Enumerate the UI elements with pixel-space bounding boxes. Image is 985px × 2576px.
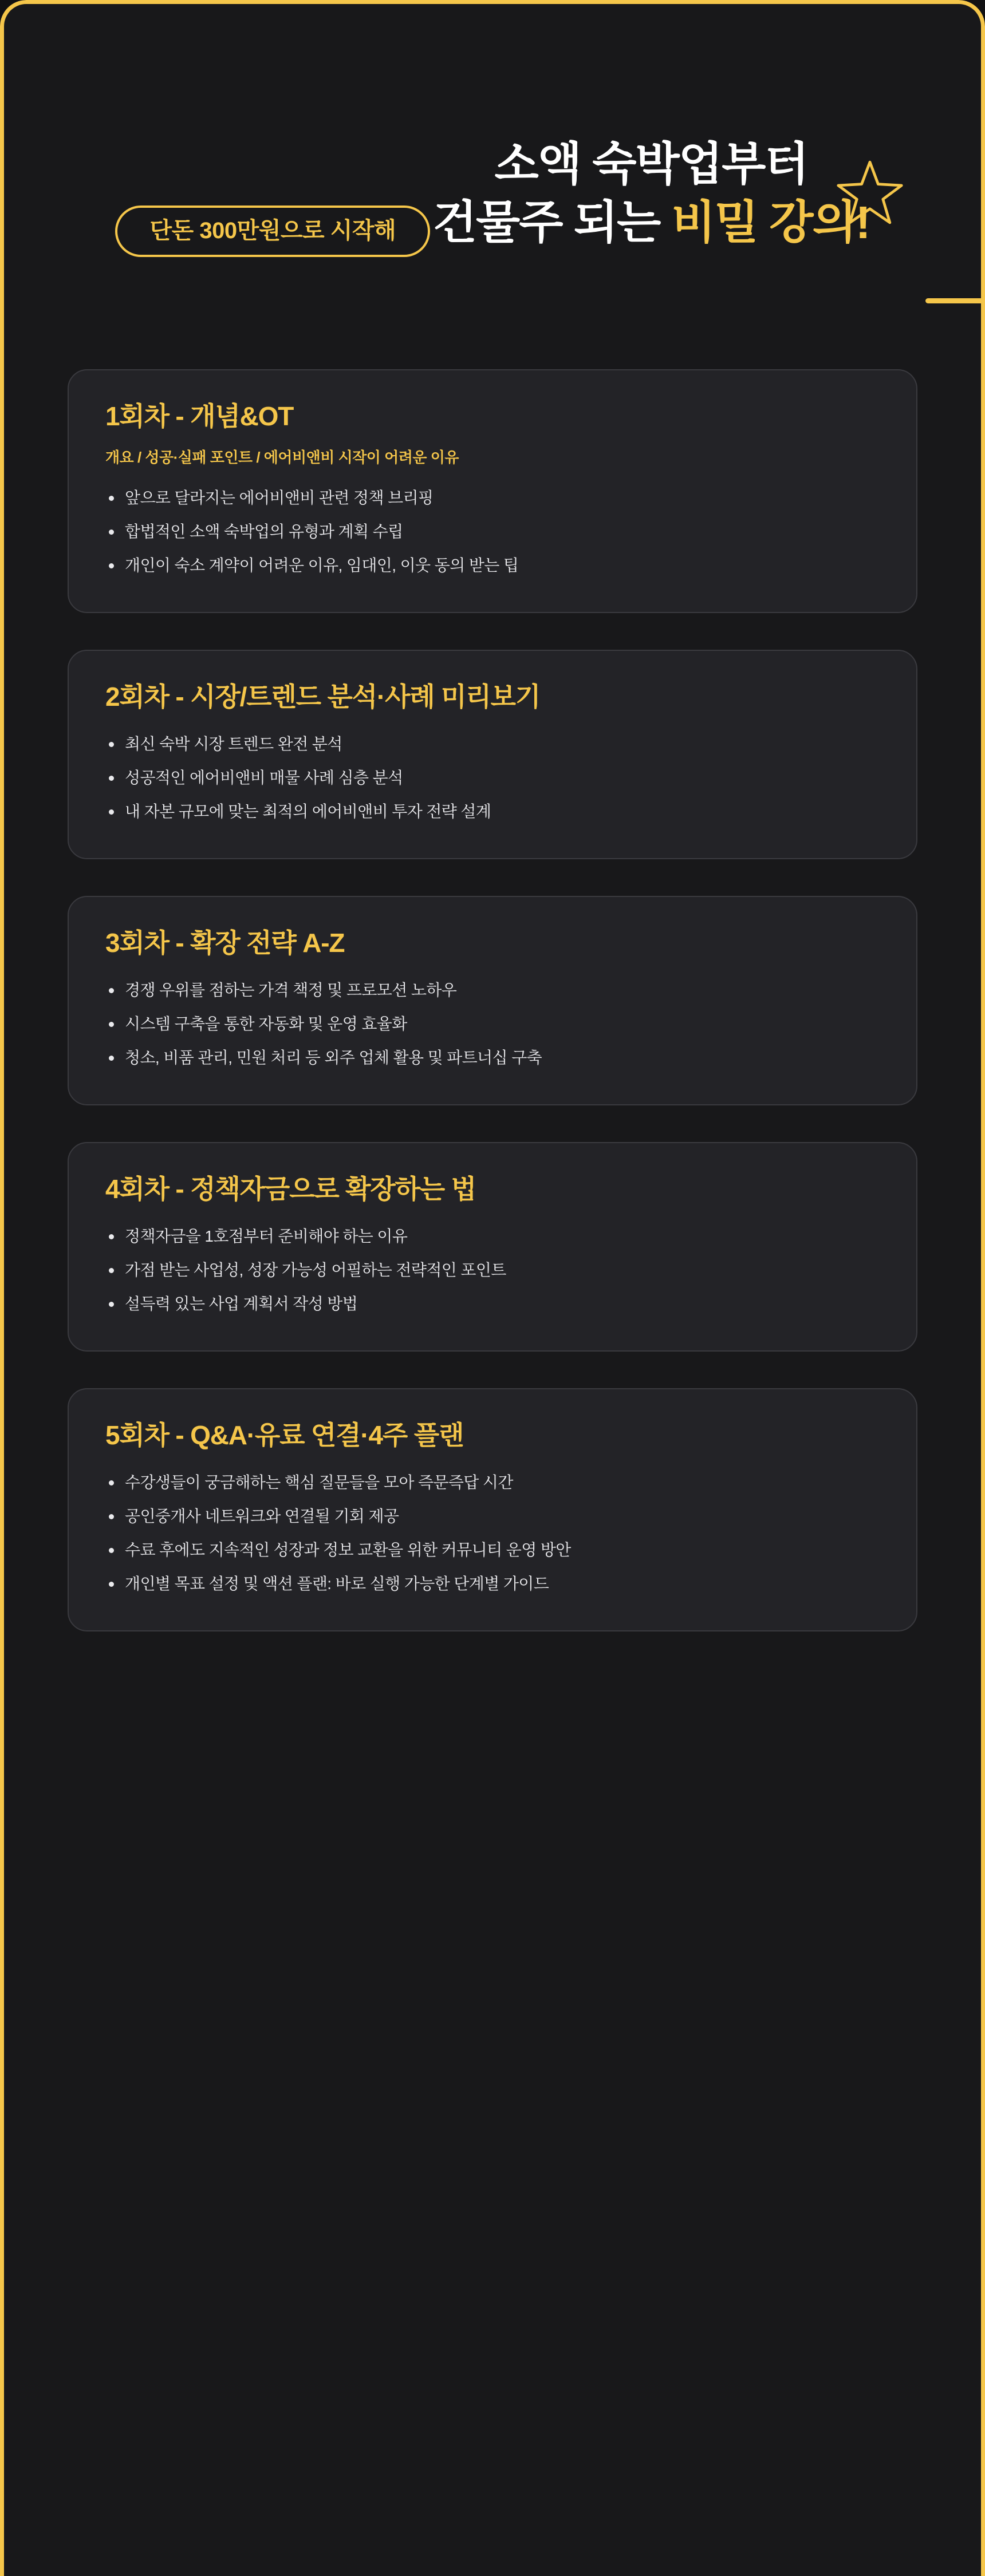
list-item: 개인이 숙소 계약이 어려운 이유, 임대인, 이웃 동의 받는 팁 — [105, 554, 880, 578]
list-item: 합법적인 소액 숙박업의 유형과 계획 수립 — [105, 520, 880, 544]
card-bullet-list — [105, 979, 880, 1070]
card-bullet-list — [105, 1471, 880, 1596]
card-title: 5회차 - Q&A·유료 연결·4주 플랜 — [105, 1420, 464, 1450]
list-item: 경쟁 우위를 점하는 가격 책정 및 프로모션 노하우 — [105, 979, 880, 1002]
list-item: 수강생들이 궁금해하는 핵심 질문들을 모아 즉문즉답 시간 — [105, 1471, 880, 1495]
hero-title — [433, 135, 870, 252]
card-bullet-list — [105, 1225, 880, 1316]
list-item: 성공적인 에어비앤비 매물 사례 심층 분석 — [105, 767, 880, 790]
list-item: 수료 후에도 지속적인 성장과 정보 교환을 위한 커뮤니티 운영 방안 — [105, 1539, 880, 1562]
list-item: 청소, 비품 관리, 민원 처리 등 외주 업체 활용 및 파트너십 구축 — [105, 1046, 880, 1070]
list-item: 앞으로 달라지는 에어비앤비 관련 정책 브리핑 — [105, 487, 880, 510]
hero-title-line-2-highlight: 비밀 강의! — [671, 197, 870, 248]
curriculum-card — [68, 650, 917, 859]
list-item: 정책자금을 1호점부터 준비해야 하는 이유 — [105, 1225, 880, 1249]
star-icon — [836, 158, 904, 227]
curriculum-card — [68, 1142, 917, 1352]
hero-title-line-2-plain: 건물주 되는 — [432, 197, 672, 248]
list-item: 내 자본 규모에 맞는 최적의 에어비앤비 투자 전략 설계 — [105, 800, 880, 824]
card-bullet-list — [105, 733, 880, 824]
card-title: 3회차 - 확장 전략 A-Z — [105, 927, 345, 958]
list-item: 개인별 목표 설정 및 액션 플랜: 바로 실행 가능한 단계별 가이드 — [105, 1573, 880, 1596]
card-title: 1회차 - 개념&OT — [105, 401, 294, 432]
card-subtitle: 개요 / 성공·실패 포인트 / 에어비앤비 시작이 어려운 이유 — [105, 448, 459, 466]
card-bullet-list — [105, 487, 880, 578]
title-underline — [925, 298, 985, 303]
curriculum-card — [68, 896, 917, 1105]
curriculum-card — [68, 369, 917, 613]
curriculum-card — [68, 1388, 917, 1631]
card-title: 2회차 - 시장/트렌드 분석·사례 미리보기 — [105, 681, 541, 712]
list-item: 공인중개사 네트워크와 연결될 기회 제공 — [105, 1505, 880, 1528]
hero-badge: 단돈 300만원으로 시작해 — [115, 206, 430, 257]
list-item: 최신 숙박 시장 트렌드 완전 분석 — [105, 733, 880, 756]
list-item: 가점 받는 사업성, 성장 가능성 어필하는 전략적인 포인트 — [105, 1259, 880, 1282]
hero-title-line-2 — [433, 193, 870, 252]
hero-header — [68, 0, 917, 257]
list-item: 설득력 있는 사업 계획서 작성 방법 — [105, 1293, 880, 1316]
hero-title-line-1: 소액 숙박업부터 — [494, 139, 808, 189]
card-title: 4회차 - 정책자금으로 확장하는 법 — [105, 1174, 476, 1204]
list-item: 시스템 구축을 통한 자동화 및 운영 효율화 — [105, 1013, 880, 1036]
curriculum-card-list — [68, 369, 917, 1737]
